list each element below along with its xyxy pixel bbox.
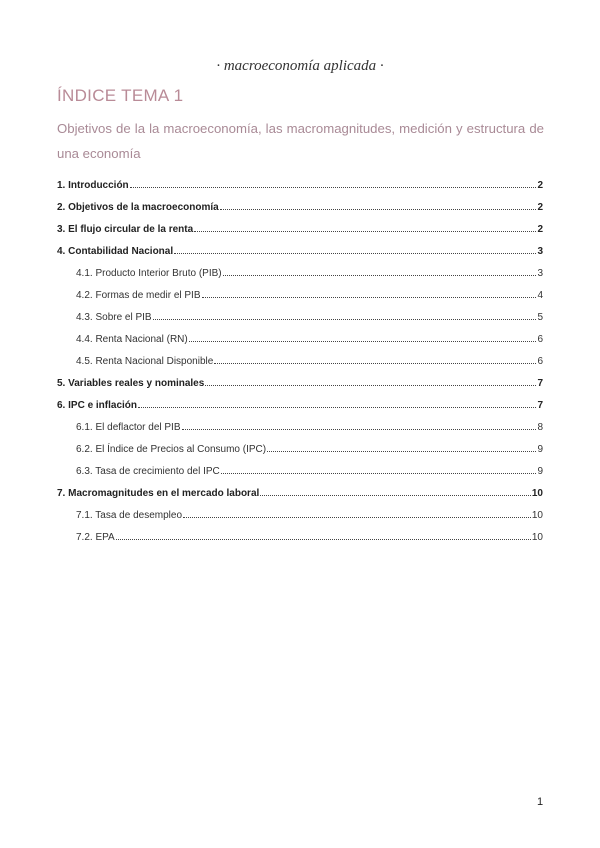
toc-entry-page: 7 [537, 378, 543, 389]
toc-leader-dots [183, 516, 531, 518]
toc-entry-page: 2 [537, 224, 543, 235]
toc-entry[interactable] [57, 191, 543, 213]
index-title: ÍNDICE TEMA 1 [57, 86, 184, 105]
toc-entry-label: 7.2. EPA [76, 532, 115, 543]
toc-entry[interactable] [57, 257, 543, 279]
toc-leader-dots [130, 186, 537, 188]
toc-entry[interactable] [57, 301, 543, 323]
toc-entry[interactable] [57, 455, 543, 477]
index-subtitle: Objetivos de la la macroeconomía, las macromagnitudes, medición y estructura de una economía [57, 121, 544, 161]
toc-leader-dots [116, 538, 531, 540]
toc-entry-label: 5. Variables reales y nominales [57, 378, 205, 389]
document-header: · macroeconomía aplicada · [216, 58, 384, 74]
toc-leader-dots [138, 406, 536, 408]
toc-entry-label: 6.2. El Índice de Precios al Consumo (IPC) [76, 444, 267, 455]
toc-entry-label: 4.4. Renta Nacional (RN) [76, 334, 188, 345]
toc-entry-page: 9 [537, 444, 543, 455]
table-of-contents [57, 169, 543, 543]
toc-entry[interactable] [57, 433, 543, 455]
toc-entry-page: 5 [537, 312, 543, 323]
toc-entry-label: 6. IPC e inflación [57, 400, 138, 411]
toc-leader-dots [267, 450, 536, 452]
toc-entry-label: 4.2. Formas de medir el PIB [76, 290, 201, 301]
toc-leader-dots [220, 208, 537, 210]
toc-leader-dots [182, 428, 537, 430]
page-number: 1 [537, 796, 544, 808]
toc-entry-label: 4.3. Sobre el PIB [76, 312, 152, 323]
toc-entry-label: 7.1. Tasa de desempleo [76, 510, 183, 521]
toc-leader-dots [223, 274, 537, 276]
toc-leader-dots [260, 494, 531, 496]
toc-leader-dots [174, 252, 536, 254]
toc-entry[interactable] [57, 477, 543, 499]
toc-entry-page: 6 [537, 356, 543, 367]
toc-entry[interactable] [57, 389, 543, 411]
toc-entry-page: 3 [537, 246, 543, 257]
toc-entry-page: 2 [537, 202, 543, 213]
toc-entry[interactable] [57, 521, 543, 543]
toc-entry[interactable] [57, 213, 543, 235]
toc-entry-label: 1. Introducción [57, 180, 129, 191]
toc-entry-page: 10 [531, 488, 543, 499]
toc-entry-label: 4.5. Renta Nacional Disponible [76, 356, 214, 367]
toc-entry-label: 2. Objetivos de la macroeconomía [57, 202, 219, 213]
toc-entry-page: 7 [537, 400, 543, 411]
toc-entry[interactable] [57, 499, 543, 521]
toc-leader-dots [214, 362, 536, 364]
toc-entry[interactable] [57, 411, 543, 433]
toc-entry-page: 10 [531, 510, 543, 521]
toc-leader-dots [194, 230, 536, 232]
toc-entry-label: 7. Macromagnitudes en el mercado laboral [57, 488, 260, 499]
toc-leader-dots [205, 384, 536, 386]
toc-leader-dots [221, 472, 537, 474]
toc-entry-page: 3 [537, 268, 543, 279]
toc-leader-dots [189, 340, 537, 342]
toc-entry-label: 4.1. Producto Interior Bruto (PIB) [76, 268, 222, 279]
toc-entry[interactable] [57, 235, 543, 257]
toc-entry-label: 4. Contabilidad Nacional [57, 246, 174, 257]
toc-entry-page: 4 [537, 290, 543, 301]
toc-entry-page: 2 [537, 180, 543, 191]
toc-entry[interactable] [57, 279, 543, 301]
toc-entry-label: 6.1. El deflactor del PIB [76, 422, 181, 433]
toc-entry-label: 6.3. Tasa de crecimiento del IPC [76, 466, 220, 477]
toc-entry-page: 9 [537, 466, 543, 477]
toc-entry-page: 8 [537, 422, 543, 433]
toc-entry-page: 10 [531, 532, 543, 543]
toc-entry[interactable] [57, 367, 543, 389]
toc-entry[interactable] [57, 169, 543, 191]
toc-entry[interactable] [57, 323, 543, 345]
toc-entry-label: 3. El flujo circular de la renta [57, 224, 194, 235]
toc-entry-page: 6 [537, 334, 543, 345]
toc-leader-dots [202, 296, 537, 298]
toc-entry[interactable] [57, 345, 543, 367]
toc-leader-dots [153, 318, 537, 320]
